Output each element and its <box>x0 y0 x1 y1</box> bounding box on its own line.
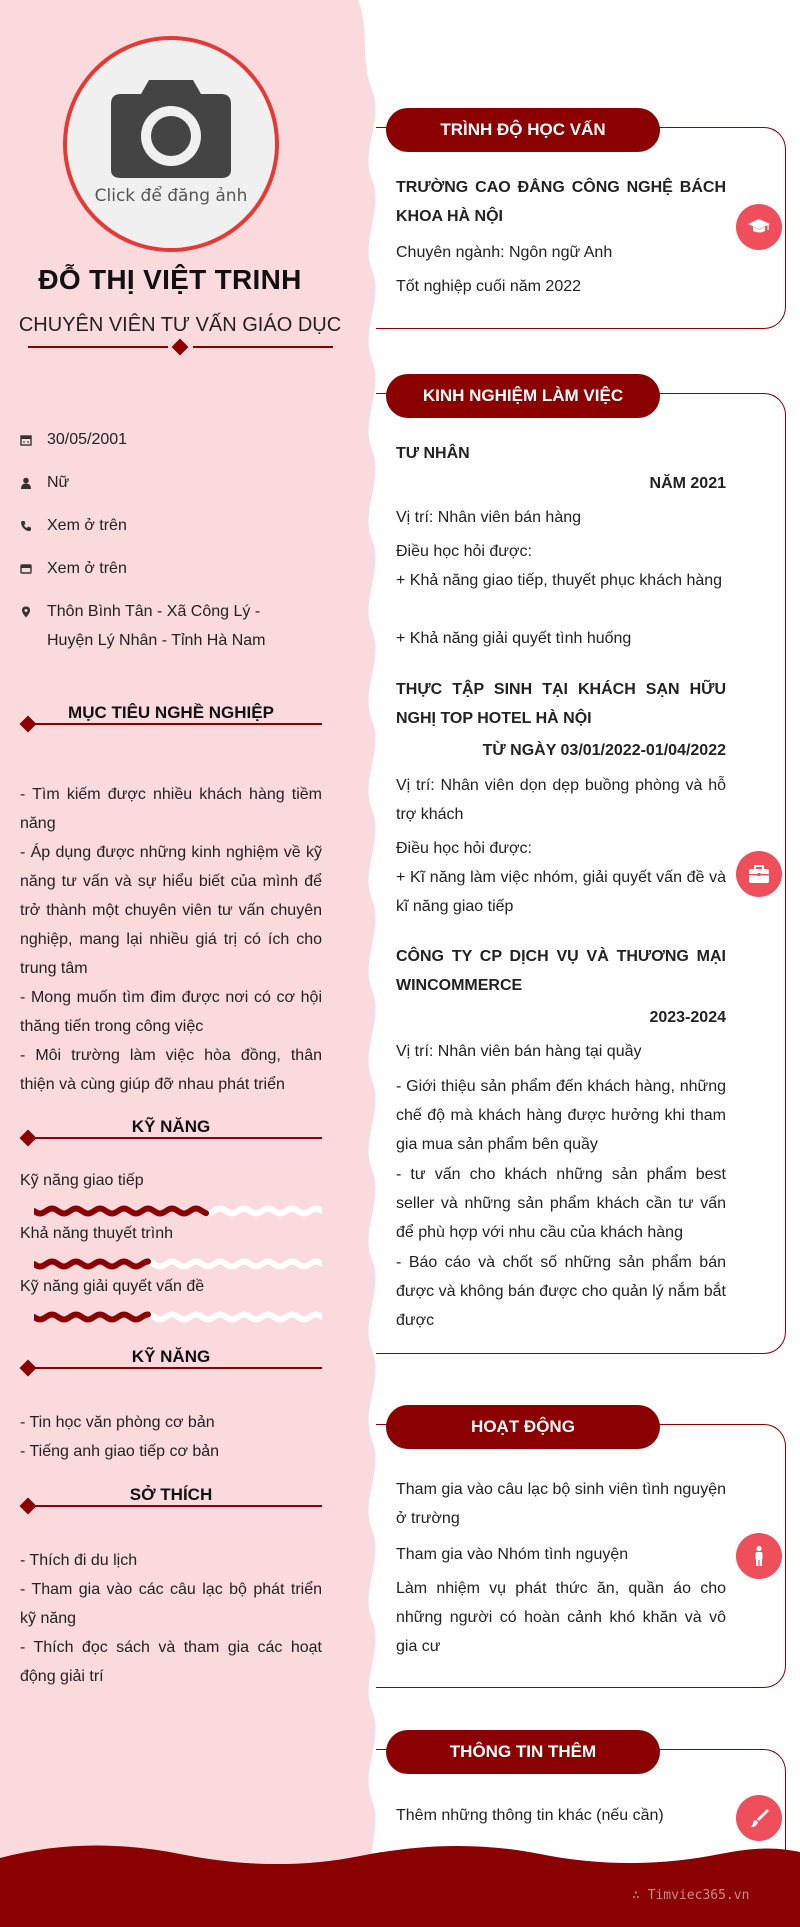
education-major: Chuyên ngành: Ngôn ngữ Anh <box>396 244 613 261</box>
activity-item: Làm nhiệm vụ phát thức ăn, quần áo cho những người có hoàn cảnh khó khăn và vô gia cư <box>396 1580 726 1655</box>
list-item: - Mong muốn tìm đim được nơi có cơ hội thăng tiến trong công việc <box>20 989 322 1035</box>
contact-gender: Nữ <box>20 468 320 497</box>
skill-fill <box>34 1209 206 1214</box>
education-graduation: Tốt nghiệp cuối năm 2022 <box>396 278 582 295</box>
briefcase-icon <box>736 851 782 897</box>
additional-text: Thêm những thông tin khác (nếu cần) <box>396 1807 664 1824</box>
footer-wave <box>0 1840 800 1927</box>
brush-icon <box>736 1795 782 1841</box>
avatar-upload-hint: Click để đăng ảnh <box>94 186 248 206</box>
job-details: - tư vấn cho khách những sản phẩm best seller và những sản phẩm khách cần tư vấn để phù hợp với nhu cầu của khách hàng <box>396 1166 726 1241</box>
camera-icon <box>109 72 233 180</box>
job-learned-label: Điều học hỏi được: <box>396 543 532 560</box>
list-item: - Tin học văn phòng cơ bản <box>20 1414 215 1431</box>
graduation-cap-icon <box>736 204 782 250</box>
section-skills2-heading: KỸ NĂNG <box>20 1347 322 1377</box>
list-item: - Tiếng anh giao tiếp cơ bản <box>20 1443 220 1460</box>
candidate-name: ĐỖ THỊ VIỆT TRINH <box>38 264 302 295</box>
job-company: THỰC TẬP SINH TẠI KHÁCH SẠN HỮU NGHỊ TOP HOTEL HÀ NỘI <box>396 681 726 727</box>
list-item: - Môi trường làm việc hòa đồng, thân thiện và cùng giúp đỡ nhau phát triển <box>20 1047 322 1093</box>
job-details: - Báo cáo và chốt số những sản phẩm bán được và không bán được cho quản lý nắm bắt được <box>396 1254 726 1329</box>
list-item: - Tham gia vào các câu lạc bộ phát triển kỹ năng <box>20 1581 322 1627</box>
job-position: Vị trí: Nhân viên bán hàng tại quầy <box>396 1043 642 1060</box>
title-divider <box>28 337 333 357</box>
avatar-upload[interactable] <box>63 36 279 252</box>
calendar-icon <box>20 425 47 454</box>
list-item: - Áp dụng được những kinh nghiệm về kỹ năng tư vấn và sự hiểu biết của mình để trở thành một chuyên viên tư vấn chuyên nghiệp, mang lại nhiều giá trị có ích cho trung tâm <box>20 844 322 977</box>
activities-heading: HOẠT ĐỘNG <box>386 1405 660 1449</box>
additional-heading: THÔNG TIN THÊM <box>386 1730 660 1774</box>
education-school: TRƯỜNG CAO ĐẲNG CÔNG NGHỆ BÁCH KHOA HÀ NỘI <box>396 179 726 225</box>
list-item: - Tìm kiếm được nhiều khách hàng tiềm năng <box>20 786 322 832</box>
envelope-icon <box>20 554 47 583</box>
section-objective-heading: MỤC TIÊU NGHỀ NGHIỆP <box>20 703 322 733</box>
contact-birthday: 30/05/2001 <box>20 425 320 454</box>
user-icon <box>20 468 47 497</box>
job-details: + Kĩ năng làm việc nhóm, giải quyết vấn đề và kĩ năng giao tiếp <box>396 869 726 915</box>
skills2-text <box>20 1408 322 1466</box>
section-skills-heading: KỸ NĂNG <box>20 1117 322 1147</box>
objective-text <box>20 780 322 1099</box>
contact-address: Thôn Bình Tân - Xã Công Lý - Huyện Lý Nhân - Tỉnh Hà Nam <box>20 597 320 655</box>
skill-fill <box>34 1315 148 1320</box>
person-icon <box>736 1533 782 1579</box>
education-heading: TRÌNH ĐỘ HỌC VẤN <box>386 108 660 152</box>
skill-fill <box>34 1262 148 1267</box>
job-company: CÔNG TY CP DỊCH VỤ VÀ THƯƠNG MẠI WINCOMMERCE <box>396 948 726 994</box>
list-item: - Thích đi du lịch <box>20 1552 138 1569</box>
job-period: 2023-2024 <box>649 1009 726 1026</box>
phone-icon <box>20 511 47 540</box>
contact-email: Xem ở trên <box>20 554 320 583</box>
job-position: Vị trí: Nhân viên bán hàng <box>396 509 582 526</box>
footer-watermark: ∴ Timviec365.vn <box>632 1888 750 1903</box>
experience-heading: KINH NGHIỆM LÀM VIỆC <box>386 374 660 418</box>
job-position: Vị trí: Nhân viên dọn dẹp buồng phòng và hỗ trợ khách <box>396 777 726 823</box>
map-pin-icon <box>20 597 47 626</box>
activity-item: Tham gia vào câu lạc bộ sinh viên tình nguyện ở trường <box>396 1481 726 1527</box>
skill-label: Khả năng thuyết trình <box>20 1225 173 1242</box>
list-item: - Thích đọc sách và tham gia các hoạt động giải trí <box>20 1639 322 1685</box>
job-period: NĂM 2021 <box>649 475 726 492</box>
skill-label: Kỹ năng giải quyết vấn đề <box>20 1278 205 1295</box>
candidate-title: CHUYÊN VIÊN TƯ VẤN GIÁO DỤC <box>18 314 342 336</box>
job-company: TƯ NHÂN <box>396 445 470 462</box>
skill-level-bar <box>34 1204 322 1218</box>
job-period: TỪ NGÀY 03/01/2022-01/04/2022 <box>482 742 726 759</box>
section-hobbies-heading: SỞ THÍCH <box>20 1485 322 1515</box>
activity-item: Tham gia vào Nhóm tình nguyện <box>396 1546 629 1563</box>
job-learned-label: Điều học hỏi được: <box>396 840 532 857</box>
job-details: + Khả năng giải quyết tình huống <box>396 630 632 647</box>
job-details: - Giới thiệu sản phẩm đến khách hàng, những chế độ mà khách hàng được hưởng khi tham gia mua sản phẩm bên quầy <box>396 1078 726 1153</box>
contact-phone: Xem ở trên <box>20 511 320 540</box>
hobbies-text <box>20 1546 322 1691</box>
skill-label: Kỹ năng giao tiếp <box>20 1172 144 1189</box>
skill-level-bar <box>34 1257 322 1271</box>
job-details: + Khả năng giao tiếp, thuyết phục khách hàng <box>396 572 723 589</box>
skill-level-bar <box>34 1310 322 1324</box>
